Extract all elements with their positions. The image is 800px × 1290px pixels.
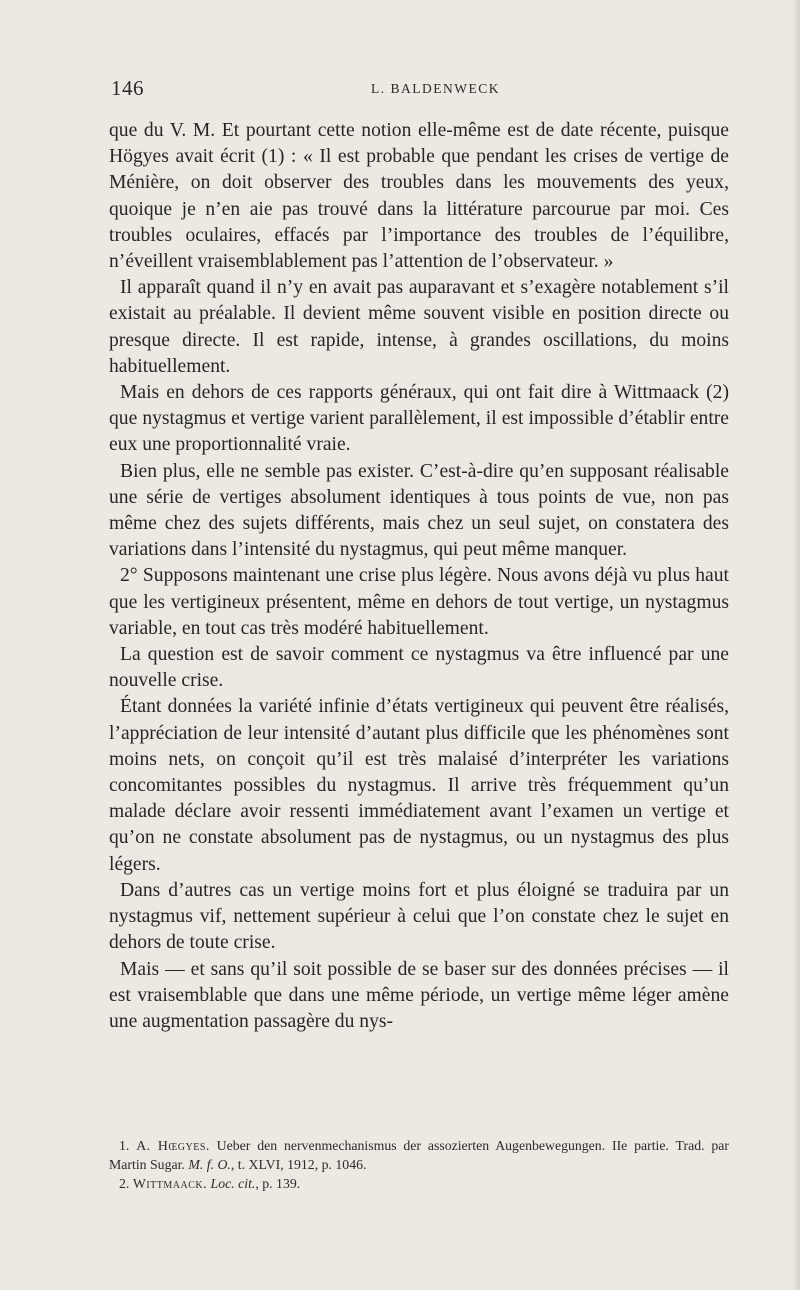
paragraph: Mais — et sans qu’il soit possible de se baser sur des données précises — il est vraisemblable que dans une même période, un vertige même léger amène une augmentation passagère du nys- (109, 958, 729, 1032)
footnote-loc: Loc. cit. (210, 1176, 256, 1191)
paragraph: Dans d’autres cas un vertige moins fort et plus éloigné se traduira par un nystagmus vif, nettement supérieur à celui que l’on constate chez le sujet en dehors de toute crise. (109, 879, 729, 954)
running-head: L. BALDENWECK (371, 81, 500, 96)
paragraph: Bien plus, elle ne semble pas exister. C’est-à-dire qu’en supposant réalisable une série de vertiges absolument identiques à tous points de vue, non pas même chez des sujets différents, mais chez un seul sujet, on constatera des variations dans l’intensité du nystagmus, qui peut même manquer. (109, 460, 729, 561)
paragraph: 2° Supposons maintenant une crise plus légère. Nous avons déjà vu plus haut que les vertigineux présentent, même en dehors de tout vertige, un nystagmus variable, en tout cas très modéré habituellement. (109, 565, 729, 639)
footnote-1 (109, 1136, 729, 1174)
footnote-2 (109, 1174, 729, 1193)
footnote-journal: M. f. O. (188, 1157, 231, 1172)
paragraph: Étant données la variété infinie d’états vertigineux qui peuvent être réalisés, l’appréciation de leur intensité d’autant plus difficile que les phénomènes sont moins nets, on conçoit qu’il est très malaisé d’interpréter les variations concomitantes possibles du nystagmus. Il arrive très fréquemment qu’un malade déclare avoir ressenti immédiatement avant l’examen un vertige et qu’on ne constate absolument pas de nystagmus, ou un nystagmus des plus légers. (109, 696, 729, 875)
footnote-number: 1. (119, 1138, 130, 1153)
page-header (111, 76, 731, 106)
footnotes (109, 1136, 729, 1193)
footnote-number: 2. (119, 1176, 130, 1191)
page-number: 146 (111, 76, 144, 100)
footnote-text: , p. 139. (255, 1176, 301, 1191)
paragraph: Mais en dehors de ces rapports généraux, qui ont fait dire à Wittmaack (2) que nystagmus et vertige varient parallèlement, il est impossible d’établir entre eux une proportionnalité vraie. (109, 382, 729, 456)
footnote-text: , t. XLVI, 1912, p. 1046. (230, 1157, 367, 1172)
page-edge-shadow (792, 0, 800, 1290)
paragraph: Il apparaît quand il n’y en avait pas auparavant et s’exagère notablement s’il existait au préalable. Il devient même souvent visible en position directe ou presque directe. Il est rapide, intense, à grandes oscillations, du moins habituellement. (109, 277, 729, 377)
footnote-author: Wittmaack. (132, 1176, 208, 1191)
paragraph: La question est de savoir comment ce nystagmus va être influencé par une nouvelle crise. (109, 644, 729, 692)
footnote-author: A. Hœgyes. (136, 1138, 210, 1153)
body-text (109, 118, 729, 1035)
footnote-text: Ueber den nervenmechanismus der assozierten Augenbewegungen. IIe partie. Trad. par Martin Sugar. (109, 1138, 729, 1172)
paragraph: que du V. M. Et pourtant cette notion elle-même est de date récente, puisque Högyes avait écrit (1) : « Il est probable que pendant les crises de vertige de Ménière, on doit observer des troubles dans les mouvements des yeux, quoique je n’en aie pas trouvé dans la littérature parcourue par moi. Ces troubles oculaires, effacés par l’importance des troubles de l’équilibre, n’éveillent vraisemblablement pas l’attention de l’observateur. » (109, 120, 729, 273)
